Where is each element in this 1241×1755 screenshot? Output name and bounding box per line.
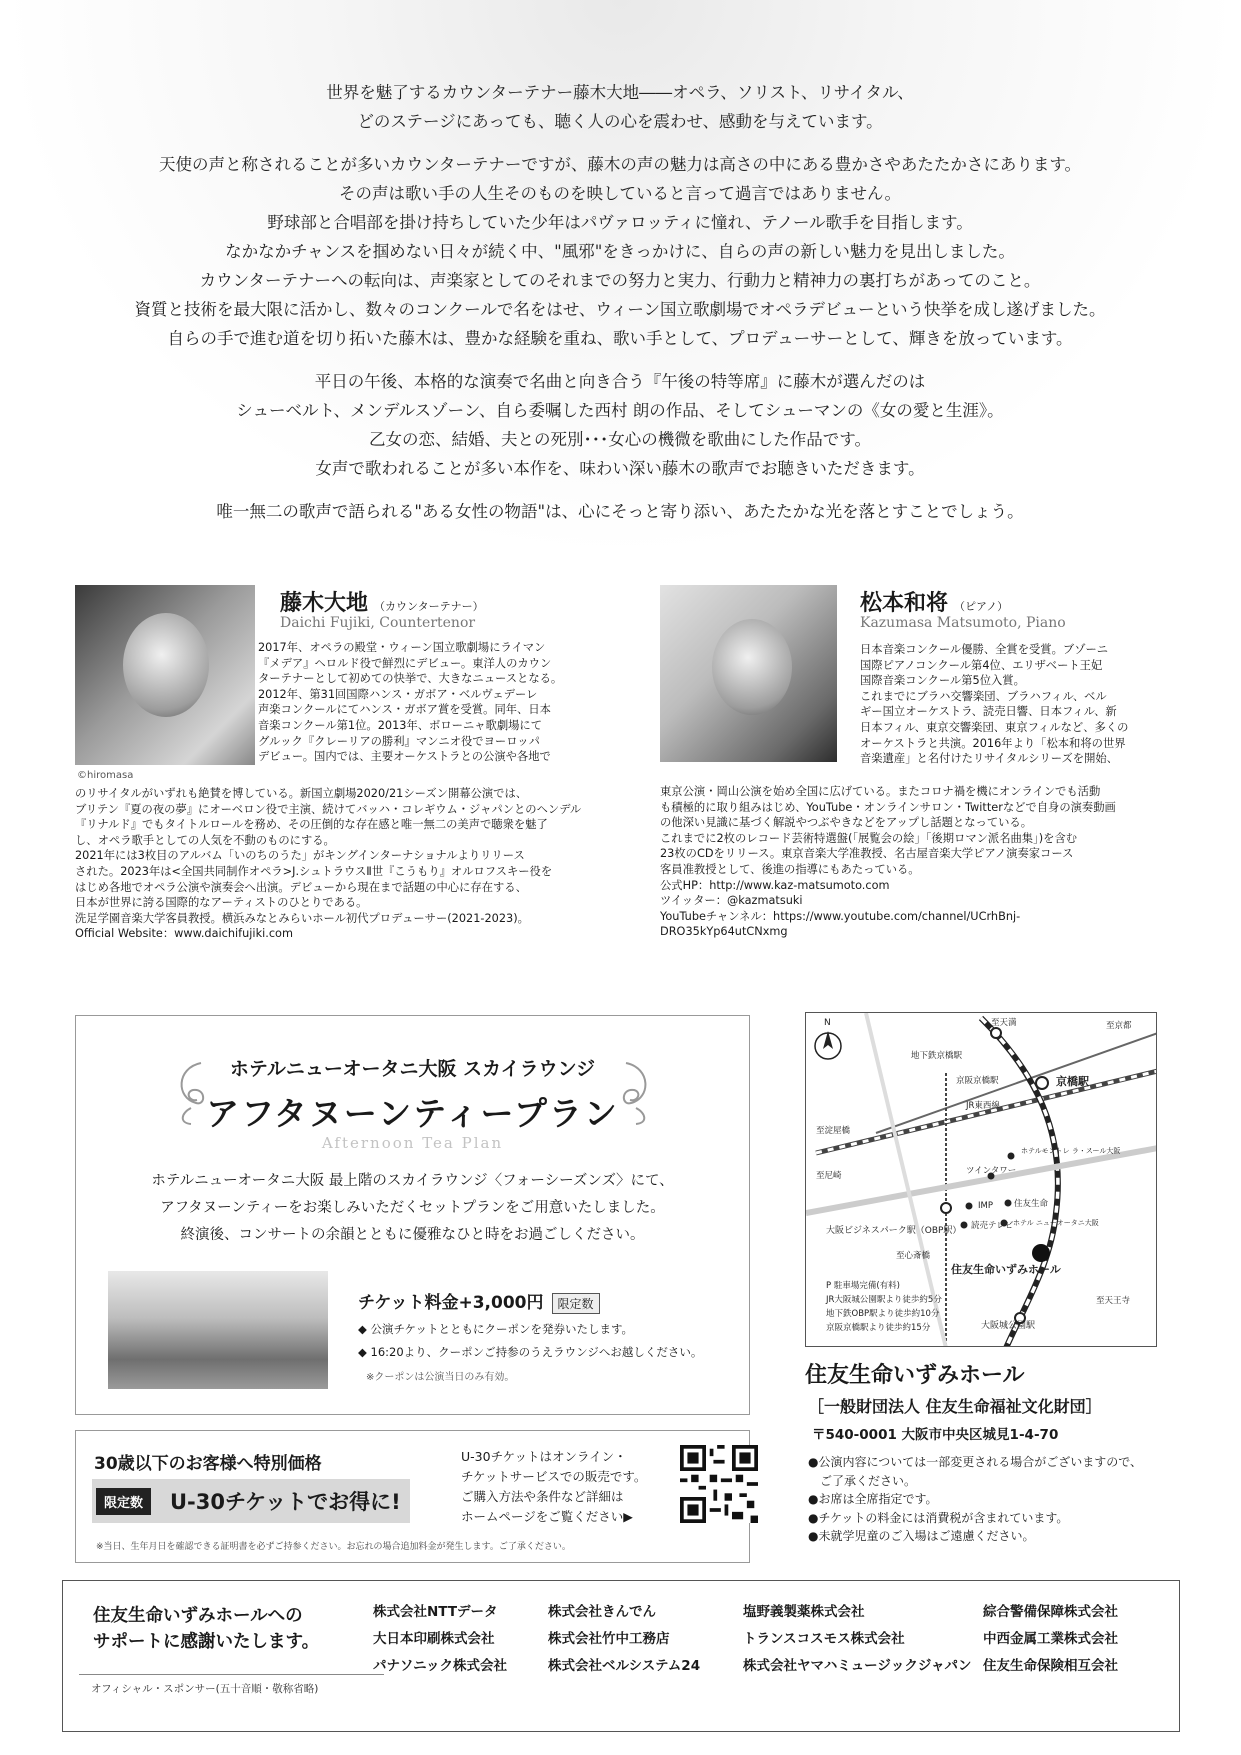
intro-paragraph-4 xyxy=(60,497,1180,526)
bio-line: も積極的に取り組みはじめ、YouTube・オンラインサロン・Twitterなどで自身の演奏動画 xyxy=(660,800,1116,814)
intro-line: その声は歌い手の人生そのものを映していると言って過言ではありません。 xyxy=(339,184,901,203)
bio-line: 日本音楽コンクール優勝、全賞を受賞。ブゾーニ xyxy=(860,643,1109,656)
bio-line: 2017年、オペラの殿堂・ウィーン国立歌劇場にライマン xyxy=(258,641,546,654)
hall-address: 〒540-0001 大阪市中央区城見1-4-70 xyxy=(812,1427,1059,1443)
intro-line: 女声で歌われることが多い本作を、味わい深い藤木の歌声でお聴きいただきます。 xyxy=(315,459,925,478)
hotel-body-line: アフタヌーンティーをお楽しみいただくセットプランをご用意いたしました。 xyxy=(160,1200,665,1216)
svg-text:大阪ビジネスパーク駅（OBP駅）: 大阪ビジネスパーク駅（OBP駅） xyxy=(826,1226,962,1236)
svg-text:IMP: IMP xyxy=(978,1201,993,1211)
sponsor-box xyxy=(62,1580,1180,1732)
youtube-link[interactable]: YouTubeチャンネル：https://www.youtube.com/channel/UCrhBnj- xyxy=(660,909,1021,923)
notice-list xyxy=(808,1453,1168,1546)
hotel-title: アフタヌーンティープラン xyxy=(206,1094,619,1133)
bio-line: これまでにブラハ交響楽団、ブラハフィル、ベル xyxy=(860,689,1107,703)
bio-line: 日本が世界に誇る国際的なアーティストのひとりである。 xyxy=(75,896,368,910)
hotel-price xyxy=(358,1288,600,1314)
portrait-face xyxy=(712,619,792,715)
bio-line: 2012年、第31回国際ハンス・ガボア・ベルヴェデーレ xyxy=(258,687,538,701)
youtube-link-cont[interactable]: DRO35kYp64utCNxmg xyxy=(660,925,788,939)
hotel-body xyxy=(76,1168,749,1249)
svg-text:京橋駅: 京橋駅 xyxy=(1056,1075,1089,1088)
svg-text:ツインタワー: ツインタワー xyxy=(966,1166,1017,1176)
official-website-link[interactable]: Official Website：www.daichifujiki.com xyxy=(75,927,293,941)
access-map xyxy=(805,1012,1157,1347)
afternoon-tea-photo xyxy=(108,1271,328,1389)
price-text: チケット料金+3,000円 xyxy=(358,1293,544,1313)
svg-text:地下鉄OBP駅より徒歩約10分: 地下鉄OBP駅より徒歩約10分 xyxy=(826,1309,940,1319)
intro-line: 唯一無二の歌声で語られる"ある女性の物語"は、心にそっと寄り添い、あたたかな光を落とすことでしょう。 xyxy=(216,502,1024,521)
svg-text:京阪京橋駅: 京阪京橋駅 xyxy=(956,1076,999,1086)
sponsor-item: トランスコスモス株式会社 xyxy=(743,1631,905,1647)
bio-line: 2021年には3枚目のアルバム「いのちのうた」がキングインターナショナルよりリリース xyxy=(75,849,525,863)
u30-homepage-link[interactable]: ホームページをご覧ください▶ xyxy=(461,1509,633,1524)
matsumoto-role: （ピアノ） xyxy=(954,600,1009,613)
bio-line: 声楽コンクールにてハンス・ガボア賞を受賞。同年、日本 xyxy=(258,703,551,717)
notice-item: ●お席は全席指定です。 xyxy=(808,1492,938,1506)
sponsor-title-line: サポートに感謝いたします。 xyxy=(93,1632,320,1652)
u30-main-text: U-30チケットでお得に! xyxy=(170,1490,401,1514)
u30-desc-line: U-30チケットはオンライン・ xyxy=(461,1449,627,1464)
bio-line: 東京公演・岡山公演を始め全国に広げている。またコロナ禍を機にオンラインでも活動 xyxy=(660,785,1101,798)
intro-line: シューベルト、メンデルスゾーン、自ら委嘱した西村 朗の作品、そしてシューマンの《女の愛と生涯》。 xyxy=(236,401,1004,420)
intro-paragraph-2 xyxy=(60,150,1180,353)
svg-text:至京都: 至京都 xyxy=(1106,1021,1132,1031)
fujiki-name xyxy=(280,586,484,617)
u30-footnote: ※当日、生年月日を確認できる証明書を必ずご持参ください。お忘れの場合追加料金が発生します。ご了承ください。 xyxy=(96,1542,571,1552)
svg-text:至天王寺: 至天王寺 xyxy=(1096,1296,1131,1306)
matsumoto-photo xyxy=(660,585,837,762)
sponsor-note: オフィシャル・スポンサー(五十音順・敬称省略) xyxy=(91,1683,319,1695)
svg-text:地下鉄京橋駅: 地下鉄京橋駅 xyxy=(911,1051,963,1061)
bio-line: デビュー。国内では、主要オーケストラとの公演や各地で xyxy=(258,750,551,764)
bio-line: し、オペラ歌手としての人気を不動のものにする。 xyxy=(75,833,335,847)
bio-line: 『メデア』ヘロルド役で鮮烈にデビュー。東洋人のカウン xyxy=(258,656,552,670)
fujiki-photo xyxy=(75,585,255,781)
bio-line: された。2023年は<全国共同制作オペラ>J.シュトラウスⅡ世『こうもり』オルロフスキー役を xyxy=(75,864,553,878)
intro-line: 野球部と合唱部を掛け持ちしていた少年はパヴァロッティに憧れ、テノール歌手を目指します。 xyxy=(267,213,973,232)
bio-line: 日本フィル、東京交響楽団、東京フィルなど、多くの xyxy=(860,720,1129,734)
u30-desc-line: ご購入方法や条件など詳細は xyxy=(461,1489,624,1504)
svg-text:JR大阪城公園駅より徒歩約5分: JR大阪城公園駅より徒歩約5分 xyxy=(826,1295,942,1305)
svg-text:京阪京橋駅より徒歩約15分: 京阪京橋駅より徒歩約15分 xyxy=(826,1323,931,1333)
intro-line: どのステージにあっても、聴く人の心を震わせ、感動を与えています。 xyxy=(357,112,883,131)
svg-text:P 駐車場完備(有料): P 駐車場完備(有料) xyxy=(826,1281,900,1291)
divider xyxy=(79,1674,384,1675)
intro-line: 世界を魅了するカウンターテナー藤木大地――オペラ、ソリスト、リサイタル、 xyxy=(326,83,914,102)
twitter-link[interactable]: ツイッター：@kazmatsuki xyxy=(660,894,803,908)
matsumoto-name xyxy=(860,586,1008,617)
afternoon-tea-box xyxy=(75,1015,750,1415)
notice-item: ●公演内容については一部変更される場合がございますので、 xyxy=(808,1455,1142,1469)
sponsor-title-line: 住友生命いずみホールへの xyxy=(93,1606,303,1626)
sponsor-item: 塩野義製薬株式会社 xyxy=(743,1604,865,1620)
fujiki-role: （カウンターテナー） xyxy=(374,600,484,613)
svg-text:JR東西線: JR東西線 xyxy=(966,1101,1000,1111)
hotel-note: ◆ 16:20より、クーポンご持参のうえラウンジへお越しください。 xyxy=(358,1345,703,1359)
sponsor-column-4 xyxy=(983,1599,1118,1680)
sponsor-item: 中西金属工業株式会社 xyxy=(983,1631,1118,1647)
u30-desc-line: チケットサービスでの販売です。 xyxy=(461,1469,647,1484)
matsumoto-bio-full xyxy=(660,784,1116,940)
sponsor-item: 株式会社竹中工務店 xyxy=(548,1631,670,1647)
svg-text:至淀屋橋: 至淀屋橋 xyxy=(816,1126,851,1136)
hotel-title-en: Afternoon Tea Plan xyxy=(321,1134,504,1152)
hall-name: 住友生命いずみホール xyxy=(805,1363,1025,1388)
bio-line: ターテナーとして初めての快挙で、大きなニュースとなる。 xyxy=(258,672,563,686)
bio-line: はじめ各地でオペラ公演や演奏会へ出演。デビューから現在まで話題の中心に存在する、 xyxy=(75,880,527,894)
intro-line: なかなかチャンスを掴めない日々が続く中、"風邪"をきっかけに、自らの声の新しい魅力を見出しました。 xyxy=(225,242,1015,261)
bio-line: ギー国立オーケストラ、読売日響、日本フィル、新 xyxy=(860,705,1117,719)
bio-line: の他深い見識に基づく解説やつぶやきなどをアップし話題となっている。 xyxy=(660,816,1033,830)
matsumoto-en-name: Kazumasa Matsumoto, Piano xyxy=(860,615,1066,631)
sponsor-title xyxy=(93,1603,319,1655)
svg-text:住友生命: 住友生命 xyxy=(1014,1199,1049,1209)
limited-badge: 限定数 xyxy=(552,1293,600,1314)
bio-line: 国際ピアノコンクール第4位、エリザベート王妃 xyxy=(860,658,1103,672)
sponsor-item: 株式会社NTTデータ xyxy=(373,1604,498,1620)
notice-item: ご了承ください。 xyxy=(808,1473,917,1488)
notice-item: ●未就学児童のご入場はご遠慮ください。 xyxy=(808,1529,1035,1543)
sponsor-item: 住友生命保険相互会社 xyxy=(983,1658,1118,1674)
svg-text:至心斎橋: 至心斎橋 xyxy=(896,1251,931,1261)
sponsor-item: 綜合警備保障株式会社 xyxy=(983,1604,1118,1620)
bio-line: のリサイタルがいずれも絶賛を博している。新国立劇場2020/21シーズン開幕公演では、 xyxy=(75,787,528,800)
intro-paragraph-3 xyxy=(60,367,1180,483)
hotel-body-line: 終演後、コンサートの余韻とともに優雅なひと時をお過ごしください。 xyxy=(180,1227,645,1243)
svg-text:読売テレビ: 読売テレビ xyxy=(971,1221,1014,1231)
fujiki-bio-side xyxy=(258,640,562,765)
svg-text:住友生命いずみホール: 住友生命いずみホール xyxy=(951,1263,1061,1276)
hotel-small-note: ※クーポンは公演当日のみ有効。 xyxy=(366,1372,515,1383)
official-hp-link[interactable]: 公式HP：http://www.kaz-matsumoto.com xyxy=(660,878,890,892)
bio-line: 音楽遺産」と名付けたリサイタルシリーズを開始、 xyxy=(860,752,1118,766)
intro-line: カウンターテナーへの転向は、声楽家としてのそれまでの努力と実力、行動力と精神力の裏打ちがあってのこと。 xyxy=(199,271,1041,290)
u30-description xyxy=(461,1447,646,1527)
u30-banner xyxy=(92,1479,410,1523)
intro-line: 平日の午後、本格的な演奏で名曲と向き合う『午後の特等席』に藤木が選んだのは xyxy=(314,372,926,391)
sponsor-item: パナソニック株式会社 xyxy=(373,1658,508,1674)
photo-credit: ©hiromasa xyxy=(77,770,134,781)
bio-line: オーケストラと共演。2016年より「松本和将の世界 xyxy=(860,736,1126,750)
sponsor-item: 株式会社ヤマハミュージックジャパン xyxy=(743,1658,972,1674)
bio-line: 客員准教授として、後進の指導にもあたっている。 xyxy=(660,862,920,876)
sponsor-column-2 xyxy=(548,1599,700,1680)
u30-limited-badge: 限定数 xyxy=(96,1488,151,1515)
notice-item: ●チケットの料金には消費税が含まれています。 xyxy=(808,1510,1069,1525)
sponsor-item: 株式会社ベルシステム24 xyxy=(548,1658,701,1674)
bio-line: 23枚のCDをリリース。東京音楽大学准教授、名古屋音楽大学ピアノ演奏家コース xyxy=(660,847,1074,861)
sponsor-item: 株式会社きんでん xyxy=(548,1604,656,1620)
bio-line: グルック『クレーリアの勝利』マンニオ役でヨーロッパ xyxy=(258,734,540,748)
u30-ticket-box xyxy=(75,1430,750,1563)
bio-line: ブリテン『夏の夜の夢』にオーベロン役で主演、続けてバッハ・コレギウム・ジャパンとのヘンデル xyxy=(75,802,582,816)
bio-line: 国際音楽コンクール第5位入賞。 xyxy=(860,674,1025,688)
intro-text xyxy=(60,78,1180,540)
matsumoto-bio-side xyxy=(860,642,1128,767)
bio-line: これまでに2枚のレコード芸術特選盤(「展覧会の絵」「後期ロマン派名曲集」)を含む xyxy=(660,831,1078,845)
portrait-face xyxy=(123,613,209,717)
svg-text:至尼崎: 至尼崎 xyxy=(816,1171,842,1181)
matsumoto-name-text: 松本和将 xyxy=(860,591,949,616)
svg-text:至天満: 至天満 xyxy=(991,1018,1017,1028)
hall-organization: ［一般財団法人 住友生命福祉文化財団］ xyxy=(808,1397,1102,1416)
hotel-note: ◆ 公演チケットとともにクーポンを発券いたします。 xyxy=(358,1322,634,1336)
map-drawing xyxy=(806,1013,1157,1347)
svg-text:大阪城公園駅: 大阪城公園駅 xyxy=(981,1321,1036,1331)
qr-code-icon[interactable] xyxy=(680,1445,758,1523)
hotel-body-line: ホテルニューオータニ大阪 最上階のスカイラウンジ〈フォーシーズンズ〉にて、 xyxy=(151,1173,674,1189)
bio-line: 洗足学園音楽大学客員教授。横浜みなとみらいホール初代プロデューサー(2021-2023)。 xyxy=(75,911,529,925)
bio-line: 音楽コンクール第1位。2013年、ボローニャ歌劇場にて xyxy=(258,718,543,732)
sponsor-item: 大日本印刷株式会社 xyxy=(373,1631,495,1647)
intro-line: 資質と技術を最大限に活かし、数々のコンクールで名をはせ、ウィーン国立歌劇場でオペラデビューという快挙を成し遂げました。 xyxy=(134,300,1106,319)
hotel-subtitle: ホテルニューオータニ大阪 スカイラウンジ xyxy=(229,1058,596,1080)
sponsor-column-3 xyxy=(743,1599,972,1680)
sponsor-column-1 xyxy=(373,1599,507,1680)
bio-line: 『リナルド』でもタイトルロールを務め、その圧倒的な存在感と唯一無二の美声で聴衆を魅了 xyxy=(75,818,548,832)
fujiki-bio-full xyxy=(75,786,581,942)
intro-line: 天使の声と称されることが多いカウンターテナーですが、藤木の声の魅力は高さの中にある豊かさやあたたかさにあります。 xyxy=(158,155,1082,174)
fujiki-en-name: Daichi Fujiki, Countertenor xyxy=(280,615,476,631)
intro-line: 自らの手で進む道を切り拓いた藤木は、豊かな経験を重ね、歌い手として、プロデューサーとして、輝きを放っています。 xyxy=(167,329,1073,348)
u30-title: 30歳以下のお客様へ特別価格 xyxy=(94,1454,322,1474)
intro-line: 乙女の恋、結婚、夫との死別･･･女心の機微を歌曲にした作品です。 xyxy=(369,430,871,449)
svg-text:ホテルモントレ ラ・スール大阪: ホテルモントレ ラ・スール大阪 xyxy=(1021,1147,1121,1155)
svg-text:ホテル ニューオータニ大阪: ホテル ニューオータニ大阪 xyxy=(1013,1219,1099,1227)
fujiki-name-text: 藤木大地 xyxy=(280,591,369,616)
north-label: N xyxy=(824,1018,831,1028)
intro-paragraph-1 xyxy=(60,78,1180,136)
